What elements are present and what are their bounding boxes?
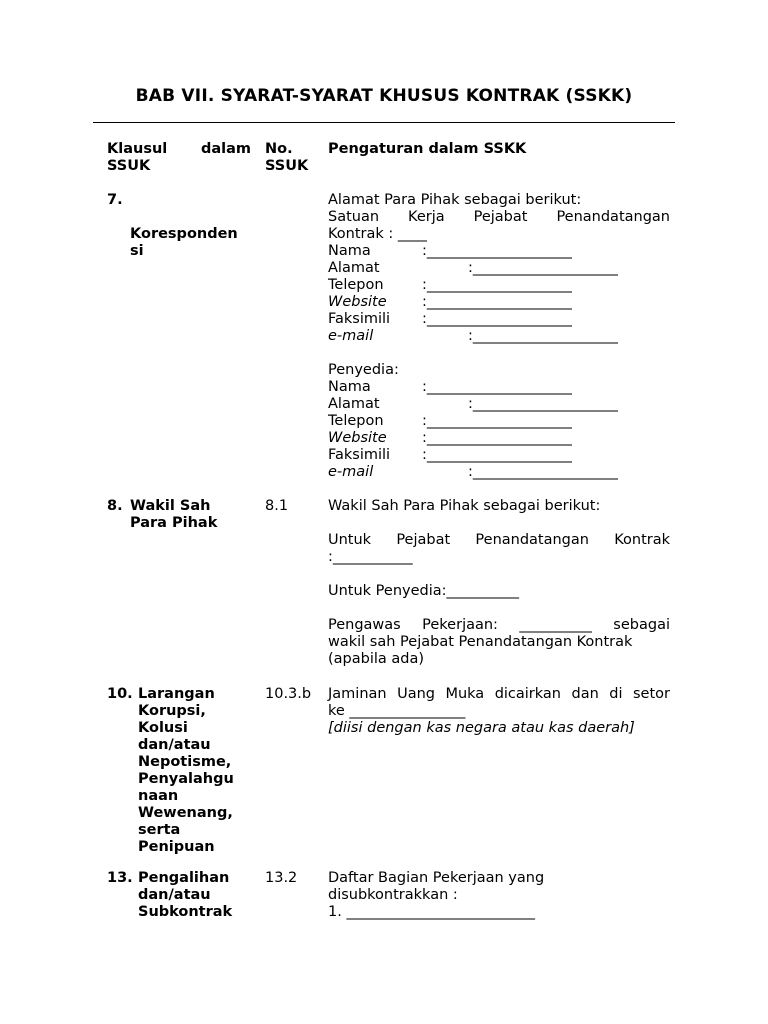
section-8-ppk-blank: :___________ — [328, 549, 413, 565]
word: __________ — [519, 617, 592, 633]
section-10-line-1 — [328, 686, 670, 703]
penyedia-field-website — [328, 430, 670, 447]
field-blank: :____________________ — [422, 243, 572, 259]
word: Kerja — [408, 209, 445, 225]
word: Kontrak — [614, 532, 670, 548]
field-blank: :____________________ — [422, 277, 572, 293]
section-13-title-line: dan/atau — [138, 887, 211, 903]
field-blank: :____________________ — [468, 328, 618, 344]
section-13-title-line: Pengalihan — [138, 870, 230, 886]
field-label: Alamat — [328, 260, 380, 276]
penyedia-field-nama — [328, 379, 670, 396]
section-8-untuk-ppk-line — [328, 532, 670, 549]
section-7-kontrak-line: Kontrak : ____ — [328, 226, 427, 242]
section-10-title-line: Korupsi, — [138, 703, 206, 719]
penyedia-field-alamat — [328, 396, 670, 413]
field-label: Faksimili — [328, 447, 391, 463]
section-7-title-line: Koresponden — [130, 226, 238, 242]
section-10-title — [138, 686, 234, 856]
field-blank: :____________________ — [468, 396, 618, 412]
word: Pekerjaan: — [422, 617, 498, 633]
ppk-field-nama — [328, 243, 670, 260]
section-10-content — [328, 686, 670, 737]
section-8-pengawas-line-2: wakil sah Pejabat Penandatangan Kontrak — [328, 634, 633, 650]
field-label: Telepon — [328, 277, 384, 293]
ppk-field-telepon — [328, 277, 670, 294]
field-label: Website — [328, 430, 387, 446]
field-blank: :____________________ — [422, 413, 572, 429]
section-7-title — [130, 226, 238, 260]
penyedia-field-faksimili — [328, 447, 670, 464]
field-label: Nama — [328, 379, 371, 395]
section-10-title-line: Larangan — [138, 686, 215, 702]
field-label: e-mail — [328, 464, 374, 480]
header-pengaturan: Pengaturan dalam SSKK — [328, 141, 527, 157]
header-no-line: SSUK — [265, 158, 309, 174]
field-blank: :____________________ — [468, 464, 618, 480]
section-10-line-3: [diisi dengan kas negara atau kas daerah] — [328, 720, 635, 736]
section-8-number: 8. — [107, 498, 123, 514]
ppk-field-email — [328, 328, 670, 345]
word: Satuan — [328, 209, 380, 225]
section-10-no: 10.3.b — [265, 686, 312, 702]
section-10-title-line: dan/atau — [138, 737, 211, 753]
word: Muka — [445, 686, 485, 702]
ppk-field-faksimili — [328, 311, 670, 328]
field-blank: :____________________ — [468, 260, 618, 276]
section-10-title-line: Penyalahgu — [138, 771, 234, 787]
word: setor — [632, 686, 670, 702]
header-klausul-word: Klausul — [107, 141, 168, 157]
field-label: Telepon — [328, 413, 384, 429]
word: Pejabat — [473, 209, 528, 225]
header-klausul-word: dalam — [200, 141, 251, 157]
word: Penandatangan — [556, 209, 670, 225]
section-8-title — [130, 498, 217, 532]
field-label: Alamat — [328, 396, 380, 412]
word: Penandatangan — [475, 532, 589, 548]
section-10-line-2: ke ________________ — [328, 703, 466, 719]
header-no-ssuk — [265, 141, 308, 175]
word: dan — [571, 686, 599, 702]
section-7-intro: Alamat Para Pihak sebagai berikut: — [328, 192, 582, 208]
section-8-content — [328, 498, 670, 668]
section-10-title-line: Kolusi — [138, 720, 188, 736]
word: Untuk — [328, 532, 372, 548]
field-label: Faksimili — [328, 311, 391, 327]
penyedia-heading: Penyedia: — [328, 362, 399, 378]
section-8-no: 8.1 — [265, 498, 289, 514]
word: Uang — [397, 686, 435, 702]
header-klausul-word: SSUK — [107, 158, 151, 174]
section-13-content — [328, 870, 670, 921]
section-13-line-1: Daftar Bagian Pekerjaan yang — [328, 870, 545, 886]
word: dicairkan — [494, 686, 561, 702]
field-label: Nama — [328, 243, 371, 259]
field-label: e-mail — [328, 328, 374, 344]
title-divider — [93, 122, 675, 123]
header-klausul — [107, 141, 251, 175]
section-13-title — [138, 870, 232, 921]
word: Pejabat — [396, 532, 451, 548]
penyedia-field-telepon — [328, 413, 670, 430]
section-8-title-line: Wakil Sah — [130, 498, 211, 514]
section-7-satuan-line — [328, 209, 670, 226]
field-blank: :____________________ — [422, 294, 572, 310]
section-8-pengawas-line-3: (apabila ada) — [328, 651, 425, 667]
section-10-title-line: Penipuan — [138, 839, 215, 855]
word: sebagai — [613, 617, 670, 633]
section-10-title-line: Nepotisme, — [138, 754, 232, 770]
word: Pengawas — [328, 617, 401, 633]
section-10-title-line: naan — [138, 788, 179, 804]
section-10-number: 10. — [107, 686, 133, 702]
section-13-title-line: Subkontrak — [138, 904, 233, 920]
section-8-untuk-penyedia: Untuk Penyedia:__________ — [328, 583, 520, 599]
section-8-intro: Wakil Sah Para Pihak sebagai berikut: — [328, 498, 601, 514]
field-blank: :____________________ — [422, 430, 572, 446]
field-blank: :____________________ — [422, 379, 572, 395]
section-8-pengawas-line — [328, 617, 670, 634]
section-10-title-line: serta — [138, 822, 181, 838]
section-7-number: 7. — [107, 192, 123, 208]
section-13-line-2: disubkontrakkan : — [328, 887, 458, 903]
field-blank: :____________________ — [422, 447, 572, 463]
word: Jaminan — [328, 686, 387, 702]
field-label: Website — [328, 294, 387, 310]
section-7-title-line: si — [130, 243, 144, 259]
penyedia-field-email — [328, 464, 670, 481]
section-13-number: 13. — [107, 870, 133, 886]
section-13-no: 13.2 — [265, 870, 298, 886]
ppk-field-alamat — [328, 260, 670, 277]
field-blank: :____________________ — [422, 311, 572, 327]
section-13-line-3: 1. __________________________ — [328, 904, 535, 920]
section-7-content — [328, 192, 670, 481]
ppk-field-website — [328, 294, 670, 311]
word: di — [609, 686, 623, 702]
section-10-title-line: Wewenang, — [138, 805, 233, 821]
section-8-title-line: Para Pihak — [130, 515, 218, 531]
header-no-line: No. — [265, 141, 293, 157]
document-title: BAB VII. SYARAT-SYARAT KHUSUS KONTRAK (SSKK) — [135, 86, 633, 106]
